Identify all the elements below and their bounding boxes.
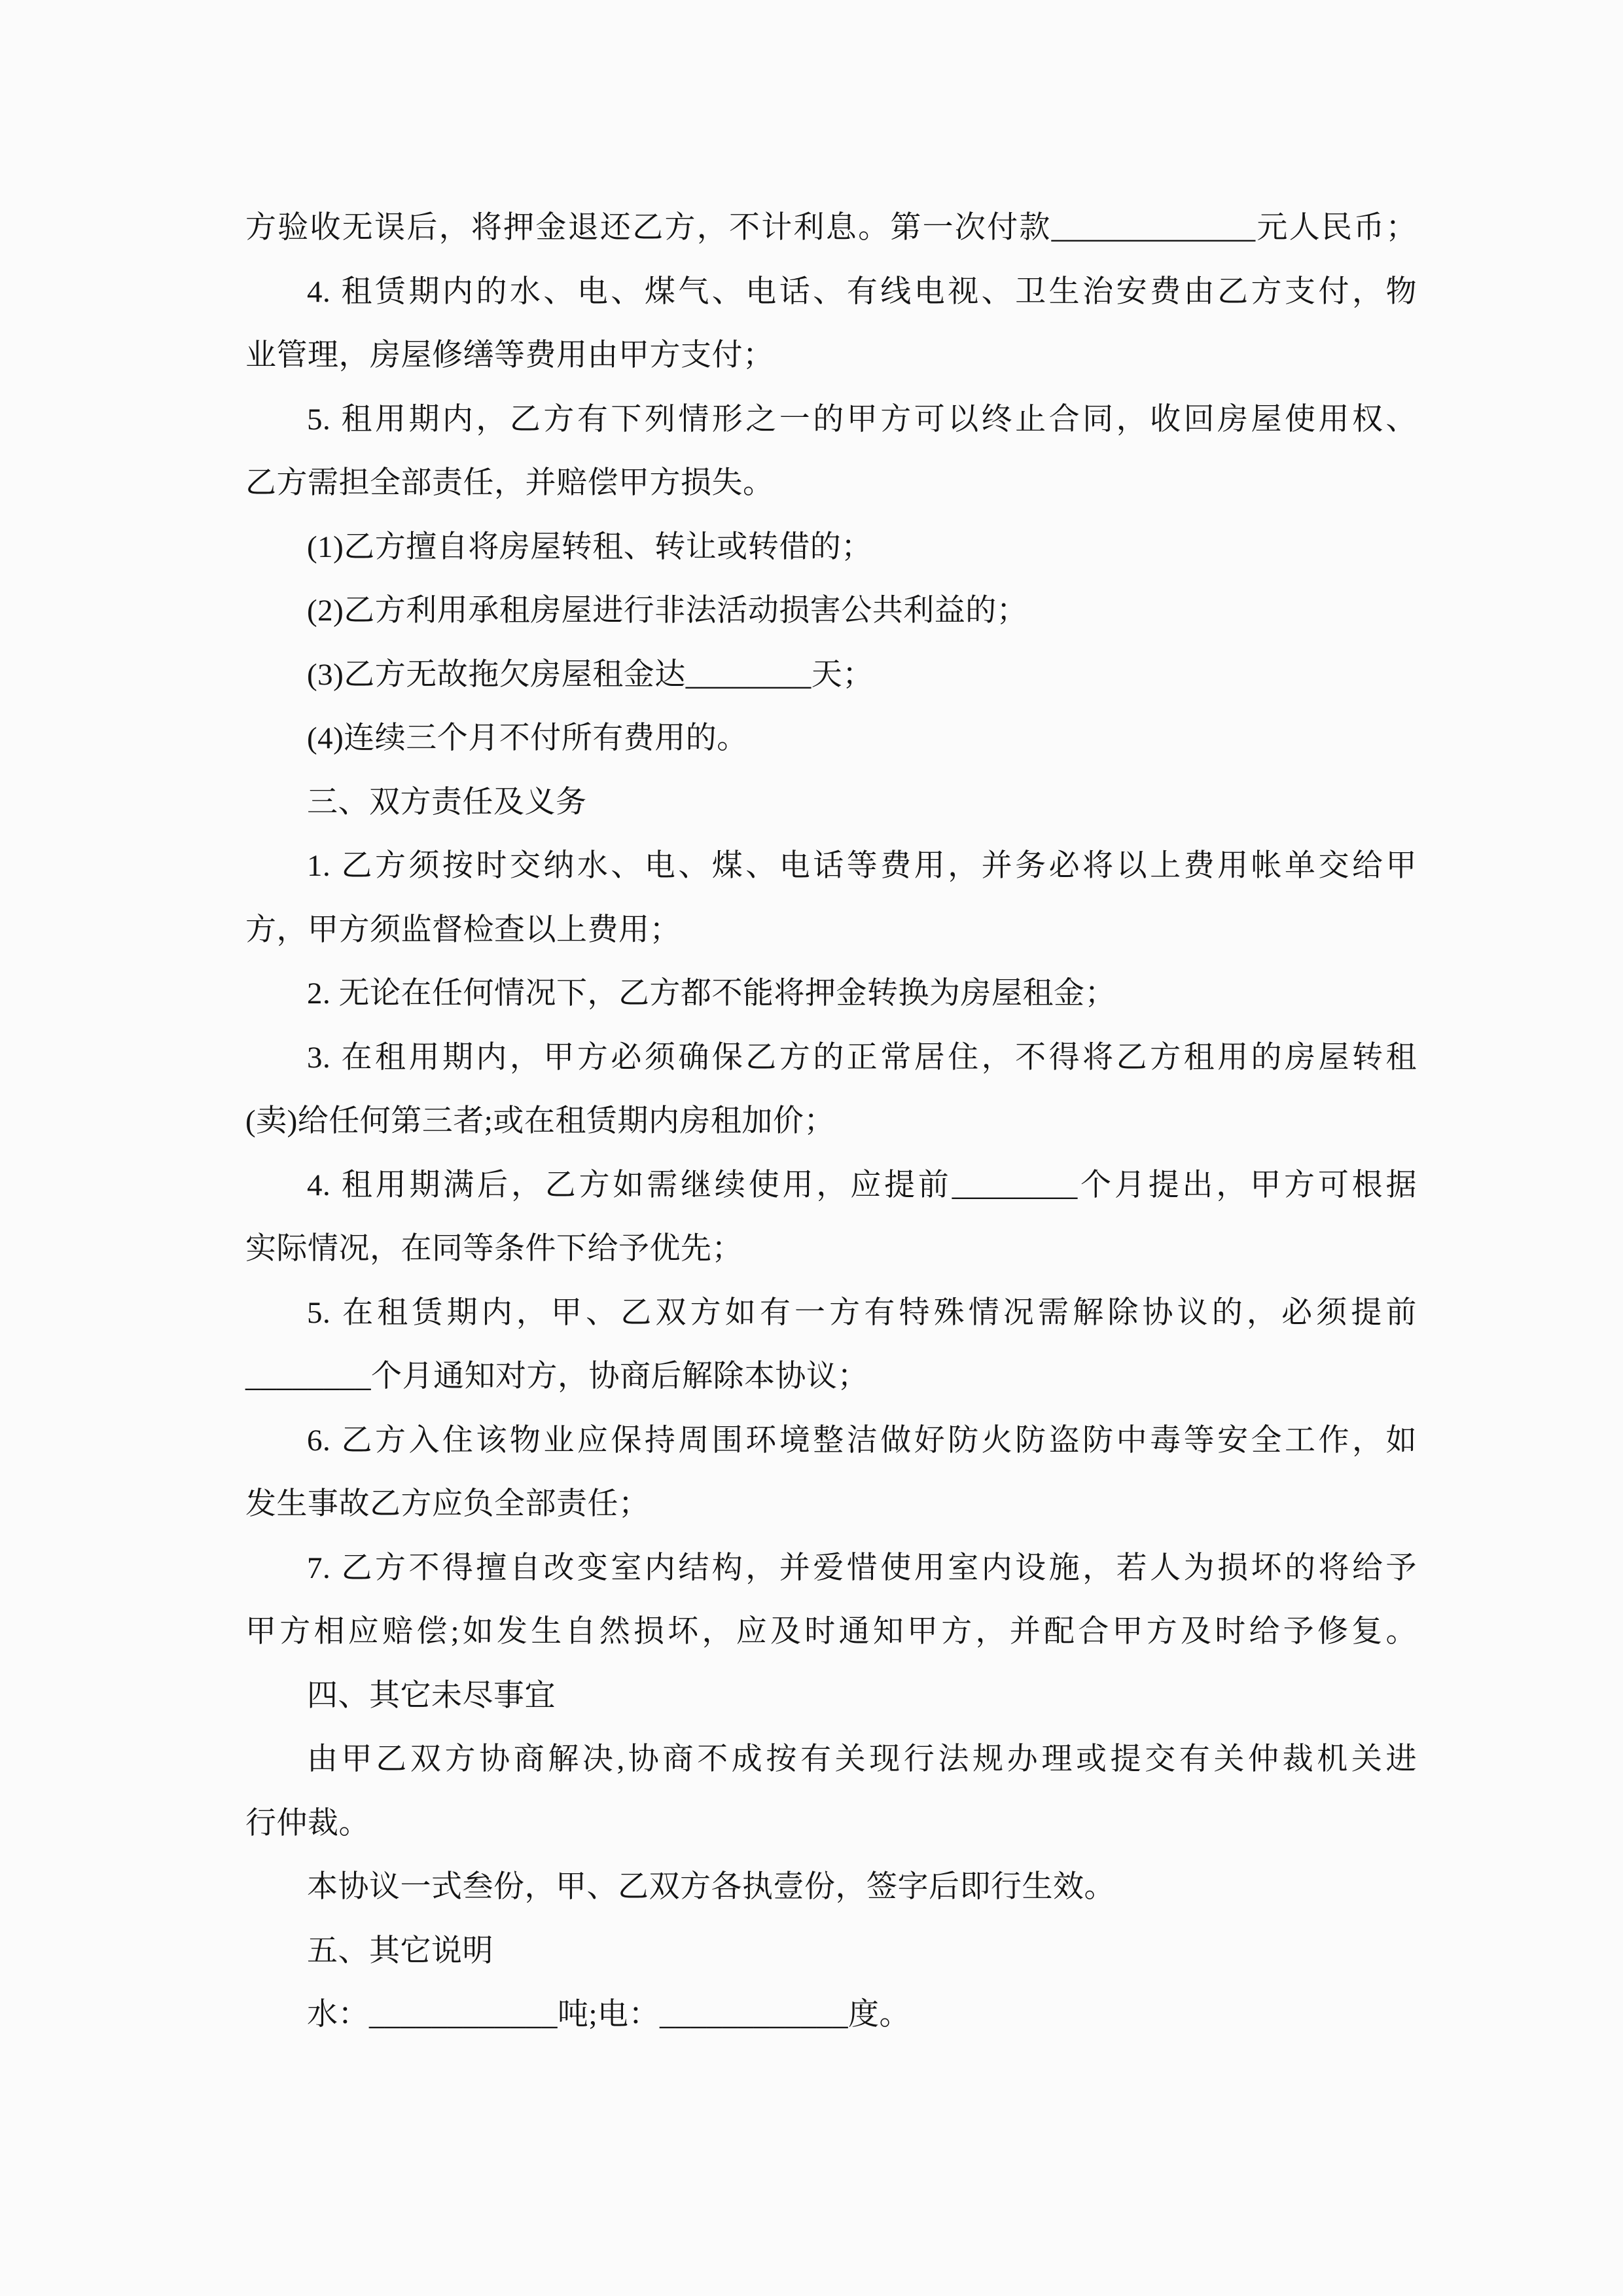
contract-line: 5. 在租赁期内，甲、乙双方如有一方有特殊情况需解除协议的，必须提前: [307, 1295, 1417, 1330]
contract-line: ________个月通知对方，协商后解除本协议；: [245, 1359, 868, 1393]
contract-line: 3. 在租用期内，甲方必须确保乙方的正常居住，不得将乙方租用的房屋转租: [307, 1040, 1417, 1075]
contract-line: 4. 租用期满后，乙方如需继续使用，应提前________个月提出，甲方可根据: [307, 1168, 1417, 1202]
contract-line: (3)乙方无故拖欠房屋租金达________天；: [307, 657, 874, 692]
contract-line: 7. 乙方不得擅自改变室内结构，并爱惜使用室内设施，若人为损坏的将给予: [307, 1551, 1417, 1585]
contract-line: 实际情况，在同等条件下给予优先；: [245, 1232, 743, 1266]
contract-line: 三、双方责任及义务: [307, 785, 587, 819]
contract-line: 6. 乙方入住该物业应保持周围环境整洁做好防火防盗防中毒等安全工作，如: [307, 1423, 1417, 1458]
contract-line: 行仲裁。: [245, 1806, 370, 1840]
contract-line: (4)连续三个月不付所有费用的。: [307, 721, 748, 755]
contract-text-block: [245, 196, 1417, 2047]
contract-line: 水：____________吨;电：____________度。: [307, 1998, 911, 2032]
contract-line: 甲方相应赔偿;如发生自然损坏，应及时通知甲方，并配合甲方及时给予修复。: [245, 1615, 1417, 1649]
contract-line: (卖)给任何第三者;或在租赁期内房租加价；: [245, 1104, 835, 1138]
contract-line: 5. 租用期内，乙方有下列情形之一的甲方可以终止合同，收回房屋使用权、: [307, 402, 1417, 437]
contract-line: (2)乙方利用承租房屋进行非法活动损害公共利益的；: [307, 594, 1028, 628]
contract-line: 发生事故乙方应负全部责任；: [245, 1487, 650, 1521]
contract-line: 方验收无误后，将押金退还乙方，不计利息。第一次付款_____________元人民币；: [245, 211, 1417, 245]
contract-line: 4. 租赁期内的水、电、煤气、电话、有线电视、卫生治安费由乙方支付，物: [307, 274, 1417, 309]
contract-line: 乙方需担全部责任，并赔偿甲方损失。: [245, 466, 774, 500]
contract-line: 由甲乙双方协商解决,协商不成按有关现行法规办理或提交有关仲裁机关进: [307, 1742, 1417, 1776]
contract-line: 本协议一式叁份，甲、乙双方各执壹份，签字后即行生效。: [307, 1870, 1115, 1904]
contract-line: 1. 乙方须按时交纳水、电、煤、电话等费用，并务必将以上费用帐单交给甲: [307, 849, 1417, 883]
contract-line: 五、其它说明: [307, 1933, 493, 1968]
contract-line: 方，甲方须监督检查以上费用；: [245, 912, 681, 947]
contract-line: (1)乙方擅自将房屋转租、转让或转借的；: [307, 529, 872, 564]
contract-line: 2. 无论在任何情况下，乙方都不能将押金转换为房屋租金；: [307, 977, 1116, 1011]
contract-line: 业管理，房屋修缮等费用由甲方支付；: [245, 338, 774, 372]
contract-line: 四、其它未尽事宜: [307, 1678, 556, 1713]
